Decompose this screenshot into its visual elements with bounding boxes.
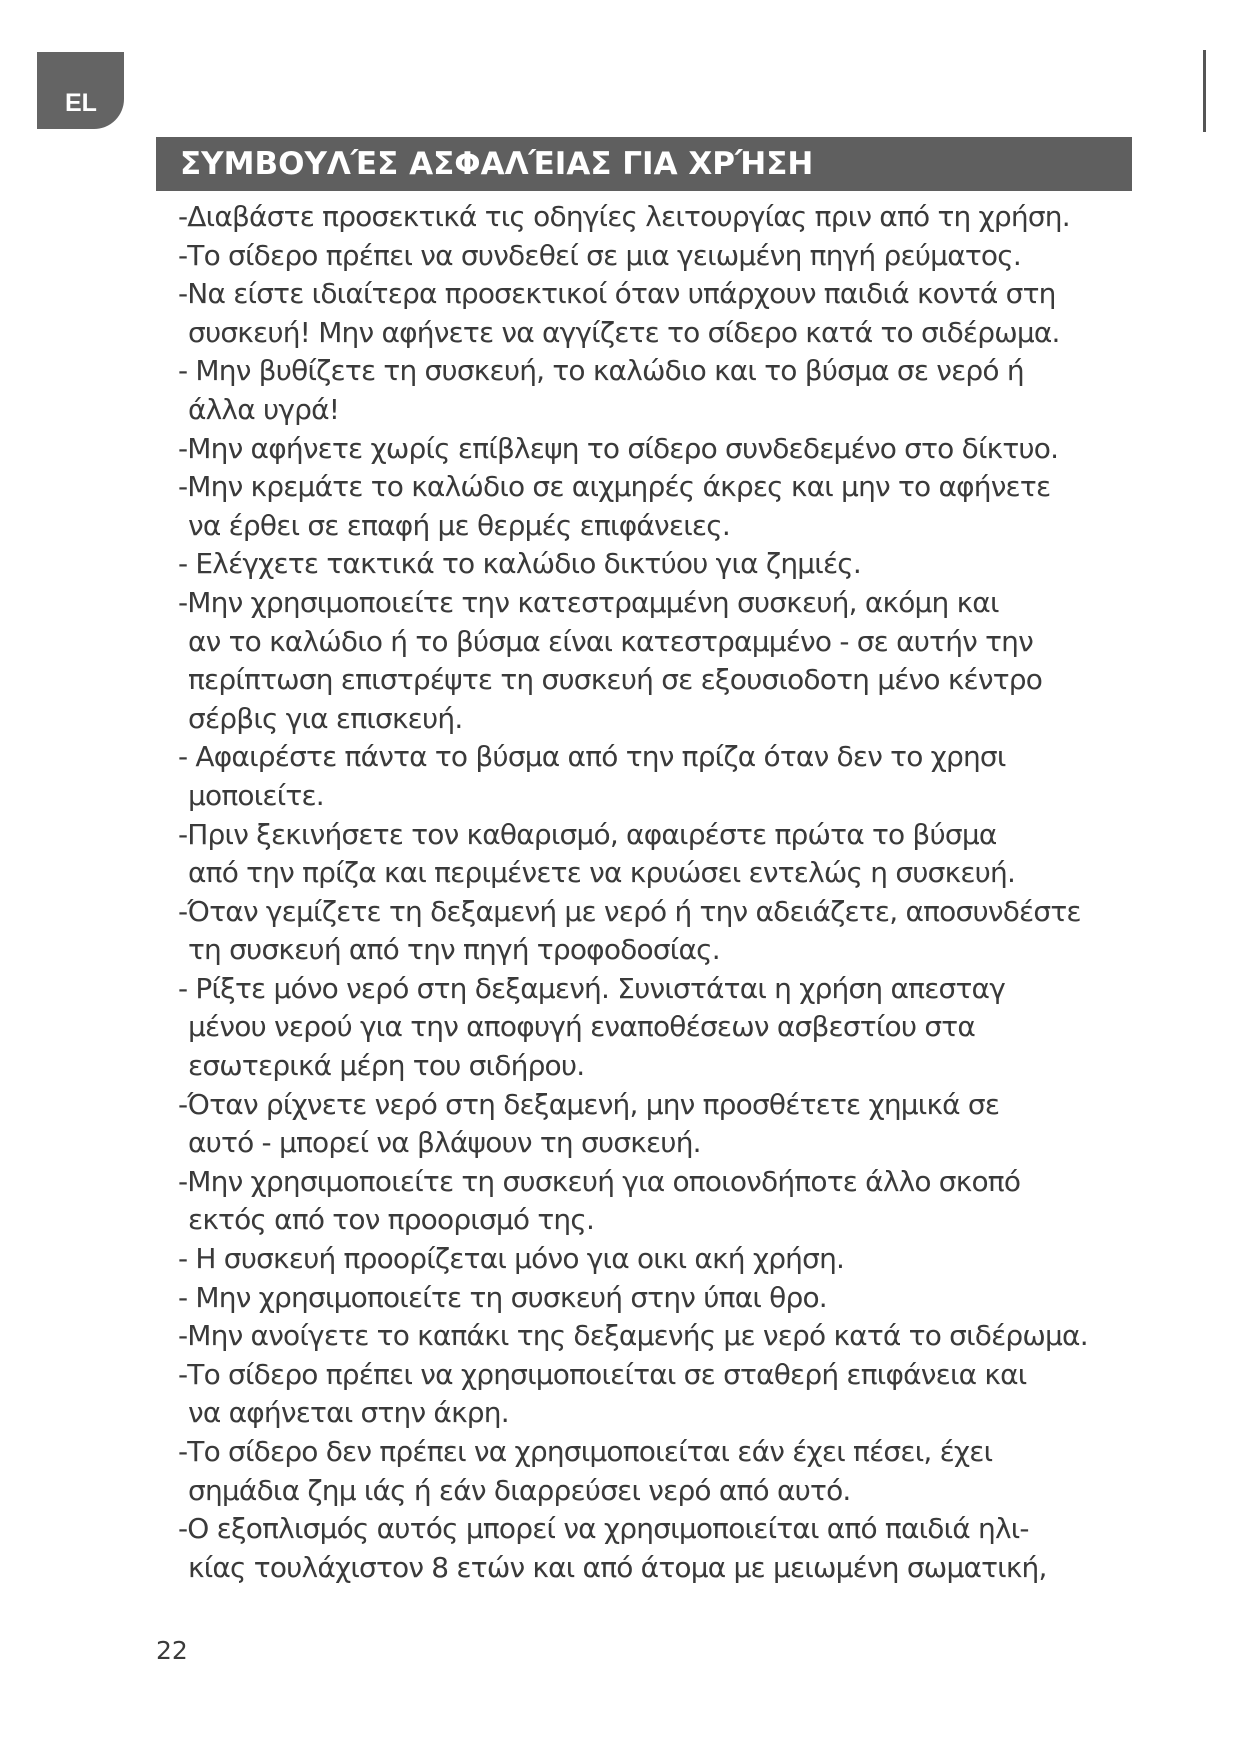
text-line: - Αφαιρέστε πάντα το βύσμα από την πρίζα όταν δεν το χρησι bbox=[178, 740, 1006, 774]
text-line: να έρθει σε επαφή με θερμές επιφάνειες. bbox=[188, 508, 730, 542]
text-line: αυτό - μπορεί να βλάψουν τη συσκευή. bbox=[188, 1126, 701, 1160]
text-line: - Η συσκευή προορίζεται μόνο για οικι ακή χρήση. bbox=[178, 1242, 845, 1276]
text-line: -Το σίδερο δεν πρέπει να χρησιμοποιείται εάν έχει πέσει, έχει bbox=[178, 1435, 993, 1468]
text-line: -Μην αφήνετε χωρίς επίβλεψη το σίδερο συνδεδεμένο στο δίκτυο. bbox=[178, 431, 1059, 465]
text-line: μένου νερού για την αποφυγή εναποθέσεων ασβεστίου στα bbox=[188, 1010, 976, 1044]
text-line: εκτός από τον προορισμό της. bbox=[188, 1203, 595, 1237]
safety-text bbox=[178, 198, 1138, 1587]
text-line: αν το καλώδιο ή το βύσμα είναι κατεστραμμένο - σε αυτήν την bbox=[188, 624, 1033, 658]
text-line: - Μην χρησιμοποιείτε τη συσκευή στην ύπαι θρο. bbox=[178, 1280, 827, 1314]
text-line: -Να είστε ιδιαίτερα προσεκτικοί όταν υπάρχουν παιδιά κοντά στη bbox=[178, 277, 1056, 311]
text-line: -Το σίδερο πρέπει να συνδεθεί σε μια γειωμένη πηγή ρεύματος. bbox=[178, 238, 1021, 272]
text-line: σέρβις για επισκευή. bbox=[188, 701, 463, 735]
text-line: - Μην βυθίζετε τη συσκευή, το καλώδιο και το βύσμα σε νερό ή bbox=[178, 354, 1024, 388]
text-line: -Το σίδερο πρέπει να χρησιμοποιείται σε σταθερή επιφάνεια και bbox=[178, 1357, 1027, 1391]
text-line: κίας τουλάχιστον 8 ετών και από άτομα με μειωμένη σωματική, bbox=[188, 1550, 1047, 1584]
text-line: -Ο εξοπλισμός αυτός μπορεί να χρησιμοποιείται από παιδιά ηλι- bbox=[178, 1512, 1029, 1546]
text-line: -Μην χρησιμοποιείτε τη συσκευή για οποιονδήποτε άλλο σκοπό bbox=[178, 1164, 1021, 1198]
text-line: -Μην ανοίγετε το καπάκι της δεξαμενής με νερό κατά το σιδέρωμα. bbox=[178, 1319, 1088, 1353]
text-line: - Ελέγχετε τακτικά το καλώδιο δικτύου για ζημιές. bbox=[178, 547, 862, 581]
text-line: -Μην χρησιμοποιείτε την κατεστραμμένη συσκευή, ακόμη και bbox=[178, 585, 999, 619]
text-line: -Όταν γεμίζετε τη δεξαμενή με νερό ή την αδειάζετε, αποσυνδέστε bbox=[178, 894, 1081, 928]
text-line: τη συσκευή από την πηγή τροφοδοσίας. bbox=[188, 933, 720, 967]
text-line: συσκευή! Μην αφήνετε να αγγίζετε το σίδερο κατά το σιδέρωμα. bbox=[188, 315, 1060, 349]
text-line: -Όταν ρίχνετε νερό στη δεξαμενή, μην προσθέτετε χημικά σε bbox=[178, 1087, 1000, 1121]
text-line: εσωτερικά μέρη του σιδήρου. bbox=[188, 1049, 585, 1083]
text-line: άλλα υγρά! bbox=[188, 392, 340, 426]
text-line: μοποιείτε. bbox=[188, 778, 324, 812]
section-heading: ΣΥΜΒΟΥΛΈΣ ΑΣΦΑΛΈΙΑΣ ΓΙΑ ΧΡΉΣΗ bbox=[156, 137, 1132, 191]
text-line: -Μην κρεμάτε το καλώδιο σε αιχμηρές άκρες και μην το αφήνετε bbox=[178, 470, 1051, 504]
text-line: από την πρίζα και περιμένετε να κρυώσει εντελώς η συσκευή. bbox=[188, 856, 1016, 890]
text-line: να αφήνεται στην άκρη. bbox=[188, 1396, 509, 1430]
page-number: 22 bbox=[156, 1636, 188, 1665]
text-line: -Διαβάστε προσεκτικά τις οδηγίες λειτουργίας πριν από τη χρήση. bbox=[178, 200, 1070, 233]
text-line: σημάδια ζημ ιάς ή εάν διαρρεύσει νερό από αυτό. bbox=[188, 1473, 851, 1507]
text-line: - Ρίξτε μόνο νερό στη δεξαμενή. Συνιστάται η χρήση απεσταγ bbox=[178, 971, 1005, 1005]
text-line: περίπτωση επιστρέψτε τη συσκευή σε εξουσιοδοτη μένο κέντρο bbox=[188, 663, 1043, 697]
language-tab: EL bbox=[37, 52, 124, 129]
margin-rule bbox=[1203, 50, 1206, 132]
text-line: -Πριν ξεκινήσετε τον καθαρισμό, αφαιρέστε πρώτα το βύσμα bbox=[178, 817, 997, 851]
